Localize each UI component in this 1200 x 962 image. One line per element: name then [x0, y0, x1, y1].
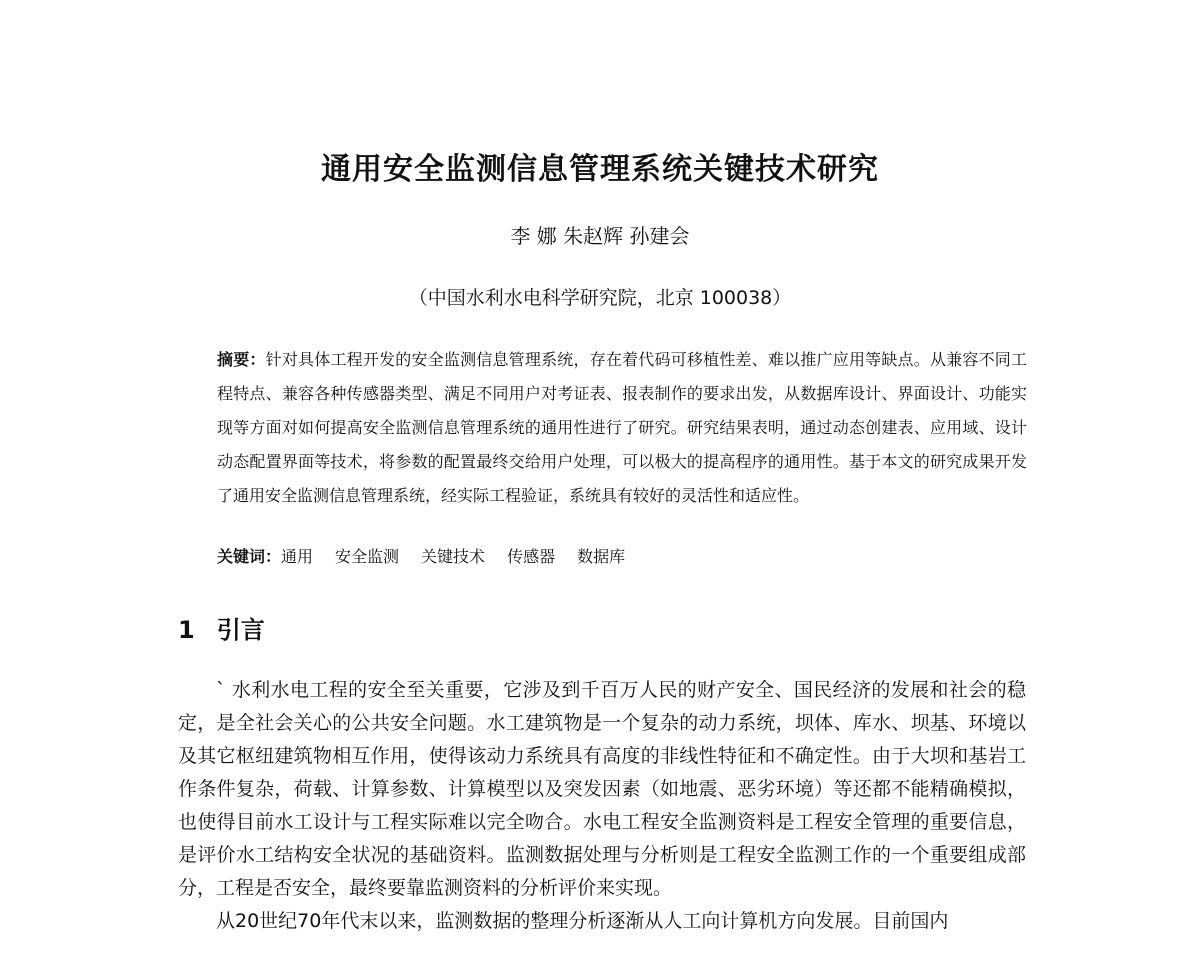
section-body [178, 674, 1026, 938]
abstract-block [217, 343, 1027, 513]
keywords-label: 关键词： [217, 547, 282, 566]
section-number: 1 [178, 616, 195, 644]
keywords-block [217, 544, 1027, 567]
section-heading [178, 610, 265, 645]
keyword: 通用 [281, 547, 314, 566]
keyword: 数据库 [577, 547, 626, 566]
keyword: 关键技术 [421, 547, 486, 566]
paper-authors: 李 娜 朱赵辉 孙建会 [510, 224, 690, 248]
paper-title: 通用安全监测信息管理系统关键技术研究 [321, 152, 879, 187]
body-paragraph: 从20世纪70年代末以来，监测数据的整理分析逐渐从人工向计算机方向发展。目前国内 [216, 910, 949, 932]
body-paragraph: ` 水利水电工程的安全至关重要，它涉及到千百万人民的财产安全、国民经济的发展和社会的稳定，是全社会关心的公共安全问题。水工建筑物是一个复杂的动力系统，坝体、库水、坝基、环境以及其它枢纽建筑物相互作用，使得该动力系统具有高度的非线性特征和不确定性。由于大坝和基岩工作条件复杂，荷载、计算参数、计算模型以及突发因素（如地震、恶劣环境）等还都不能精确模拟，也使得目前水工设计与工程实际难以完全吻合。水电工程安全监测资料是工程安全管理的重要信息，是评价水工结构安全状况的基础资料。监测数据处理与分析则是工程安全监测工作的一个重要组成部分，工程是否安全，最终要靠监测资料的分析评价来实现。 [178, 679, 1026, 899]
keyword: 传感器 [507, 547, 556, 566]
keyword: 安全监测 [335, 547, 400, 566]
section-title: 引言 [216, 616, 265, 644]
abstract-text: 针对具体工程开发的安全监测信息管理系统，存在着代码可移植性差、难以推广应用等缺点。从兼容不同工程特点、兼容各种传感器类型、满足不同用户对考证表、报表制作的要求出发，从数据库设计、界面设计、功能实现等方面对如何提高安全监测信息管理系统的通用性进行了研究。研究结果表明，通过动态创建表、应用域、设计动态配置界面等技术，将参数的配置最终交给用户处理，可以极大的提高程序的通用性。基于本文的研究成果开发了通用安全监测信息管理系统，经实际工程验证，系统具有较好的灵活性和适应性。 [217, 350, 1027, 505]
paper-affiliation: （中国水利水电科学研究院，北京 100038） [408, 287, 792, 309]
abstract-label: 摘要： [217, 350, 266, 369]
